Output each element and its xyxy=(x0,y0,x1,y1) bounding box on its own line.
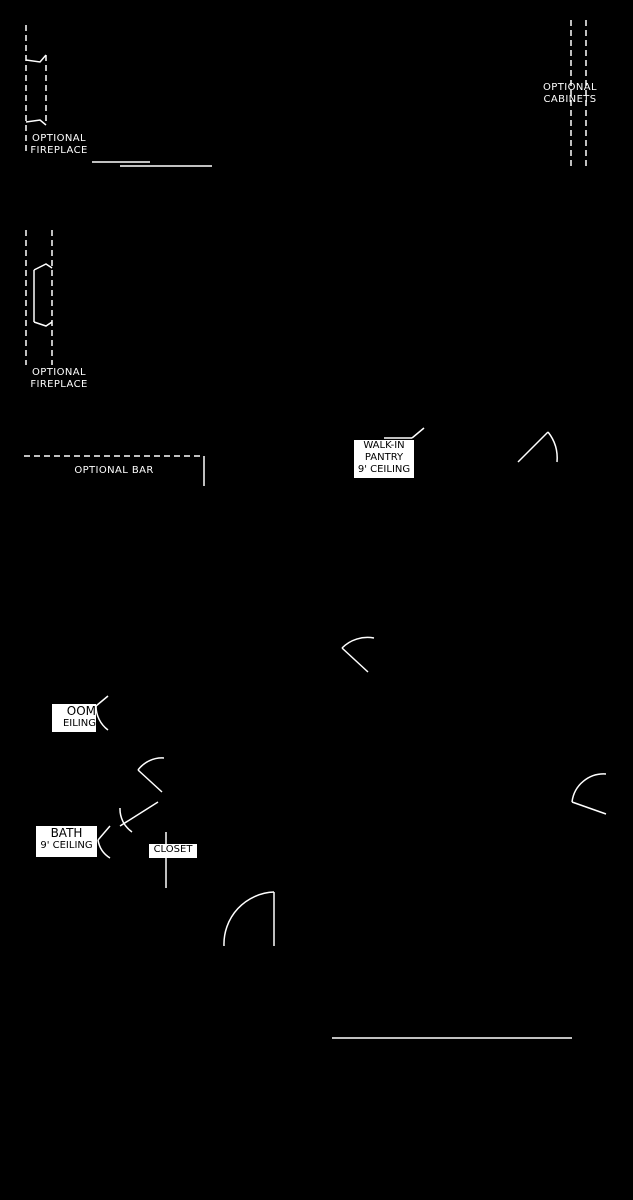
upper-fireplace-label-line1: OPTIONAL xyxy=(32,133,86,144)
upper-fireplace-label-line2: FIREPLACE xyxy=(30,145,88,156)
pantry-door xyxy=(384,428,424,438)
bath-label xyxy=(36,826,97,857)
cabinets-label-line1: OPTIONAL xyxy=(543,82,597,93)
upper-wall-segment xyxy=(92,162,212,166)
closet-label-text: CLOSET xyxy=(153,844,193,855)
cabinets-label xyxy=(530,82,610,106)
lower-fireplace-label xyxy=(14,367,104,391)
lower-fireplace-label-line1: OPTIONAL xyxy=(32,367,86,378)
lower-fireplace-outline xyxy=(26,230,52,365)
pantry-label-line2: PANTRY xyxy=(364,452,404,463)
room-label-partial xyxy=(52,704,96,732)
door-swing-middle xyxy=(342,637,374,672)
lower-fireplace-label-line2: FIREPLACE xyxy=(30,379,88,390)
pantry-label-line3: 9' CEILING xyxy=(357,464,411,475)
pantry-label xyxy=(354,440,414,478)
upper-fireplace-label xyxy=(14,133,104,157)
door-swing-bath-upper xyxy=(138,758,164,792)
pantry-label-line1: WALK-IN xyxy=(363,440,405,451)
bath-label-line1: BATH xyxy=(50,826,83,840)
bar-label xyxy=(64,465,164,477)
door-swing-room xyxy=(96,696,108,730)
door-swing-bath-left xyxy=(98,826,110,858)
door-swing-lower xyxy=(224,892,274,946)
closet-label xyxy=(149,844,197,858)
bath-label-line2: 9' CEILING xyxy=(40,840,93,851)
door-swing-bath-lower xyxy=(120,802,158,832)
room-label-line2: EILING xyxy=(62,718,96,729)
room-label-line1: OOM xyxy=(66,704,96,718)
door-swing-upper-right xyxy=(518,432,557,462)
cabinets-label-line2: CABINETS xyxy=(543,94,597,105)
door-swing-right xyxy=(572,774,606,814)
bar-label-text: OPTIONAL BAR xyxy=(74,465,154,476)
